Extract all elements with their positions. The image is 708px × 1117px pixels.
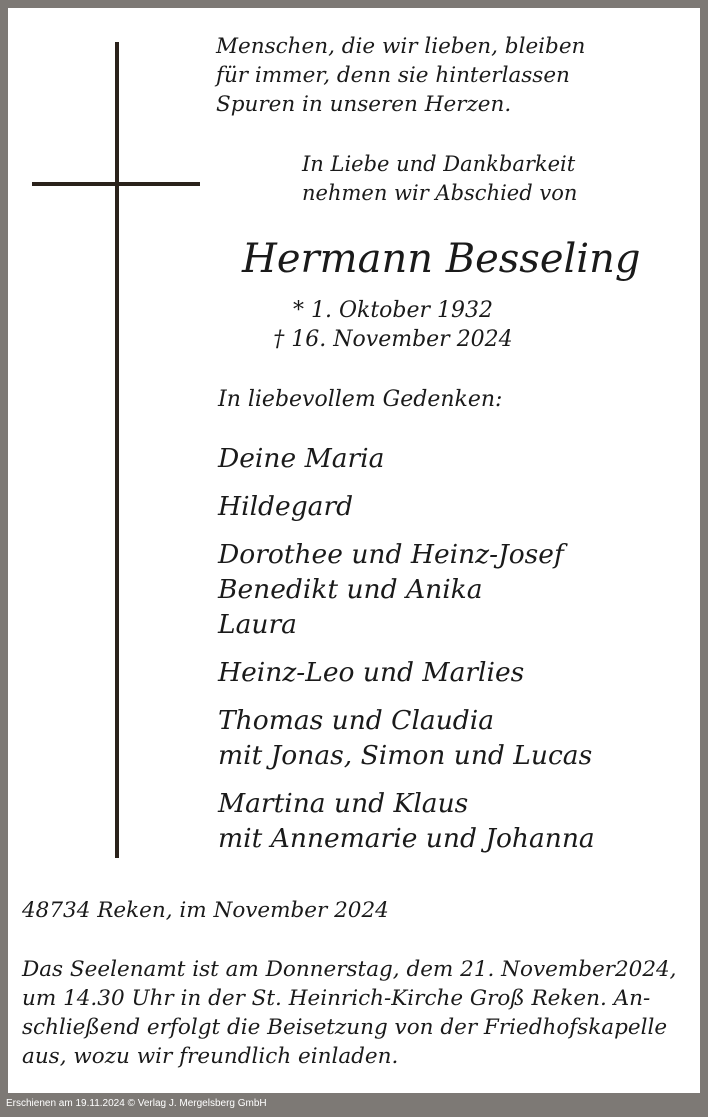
mourner-line: Hildegard (218, 491, 354, 522)
obituary-card (8, 8, 700, 1093)
intro-text (302, 150, 577, 208)
notice-line: um 14.30 Uhr in der St. Heinrich-Kirche Groß Reken. An- (22, 986, 651, 1011)
mourner-line: Thomas und Claudia (218, 705, 495, 736)
mourner-line: mit Annemarie und Johanna (218, 823, 595, 854)
notice-line: Das Seelenamt ist am Donnerstag, dem 21. November2024, (22, 957, 677, 982)
mourner-line: Benedikt und Anika (218, 574, 483, 605)
mourner-line: Martina und Klaus (218, 788, 469, 819)
cross-horizontal-bar (32, 182, 200, 186)
notice-line: schließend erfolgt die Beisetzung von der Friedhofskapelle (22, 1015, 668, 1040)
poem-line: Menschen, die wir lieben, bleiben (216, 34, 586, 59)
mourner-line: Deine Maria (218, 443, 385, 474)
mourner-group (218, 489, 595, 524)
mourner-line: mit Jonas, Simon und Lucas (218, 740, 593, 771)
poem-line: für immer, denn sie hinterlassen (216, 63, 570, 88)
mourner-line: Dorothee und Heinz-Josef (218, 539, 564, 570)
death-date: † 16. November 2024 (273, 327, 513, 352)
intro-line: nehmen wir Abschied von (302, 181, 578, 205)
birth-date: * 1. Oktober 1932 (292, 298, 494, 323)
poem-line: Spuren in unseren Herzen. (216, 92, 512, 117)
poem (216, 32, 585, 119)
mourner-group (218, 703, 595, 773)
mourner-line: Laura (218, 609, 297, 640)
mourner-group (218, 537, 595, 642)
life-dates (263, 296, 523, 354)
mourner-line: Heinz-Leo und Marlies (218, 657, 525, 688)
service-notice (22, 955, 677, 1071)
mourner-group (218, 441, 595, 476)
notice-line: aus, wozu wir freundlich einladen. (22, 1044, 399, 1069)
mourner-group (218, 786, 595, 856)
place-date: 48734 Reken, im November 2024 (22, 898, 389, 923)
intro-line: In Liebe und Dankbarkeit (302, 152, 576, 176)
mourner-group (218, 655, 595, 690)
cross-vertical-bar (115, 42, 119, 858)
mourners-list (218, 441, 595, 869)
publication-footer: Erschienen am 19.11.2024 © Verlag J. Mergelsberg GmbH (6, 1098, 267, 1109)
memory-line: In liebevollem Gedenken: (218, 387, 503, 412)
deceased-name: Hermann Besseling (242, 236, 641, 282)
